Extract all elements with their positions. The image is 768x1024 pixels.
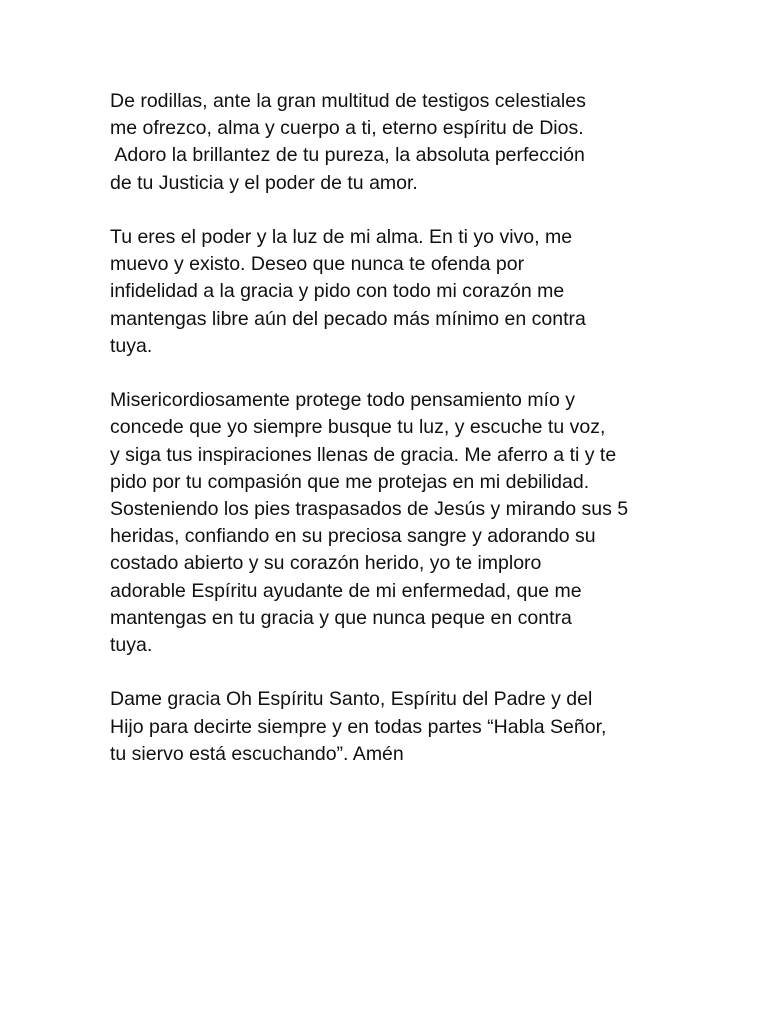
text-line: me ofrezco, alma y cuerpo a ti, eterno espíritu de Dios. xyxy=(110,117,584,140)
text-line: Sosteniendo los pies traspasados de Jesús y mirando sus 5 xyxy=(110,498,629,521)
text-line: de tu Justicia y el poder de tu amor. xyxy=(110,171,418,194)
text-line: Dame gracia Oh Espíritu Santo, Espíritu del Padre y del xyxy=(110,688,593,711)
paragraph-4 xyxy=(110,686,670,768)
text-line: muevo y existo. Deseo que nunca te ofenda por xyxy=(110,253,525,276)
paragraph-1 xyxy=(110,88,670,197)
text-line: y siga tus inspiraciones llenas de gracia. Me aferro a ti y te xyxy=(110,443,617,466)
paragraph-2 xyxy=(110,224,670,360)
text-line: De rodillas, ante la gran multitud de testigos celestiales xyxy=(110,90,586,112)
text-line: mantengas libre aún del pecado más mínimo en contra xyxy=(110,307,586,330)
text-line: tuya. xyxy=(110,334,153,357)
text-line: Adoro la brillantez de tu pureza, la absoluta perfección xyxy=(110,144,585,167)
text-line: pido por tu compasión que me protejas en mi debilidad. xyxy=(110,470,590,493)
text-line: mantengas en tu gracia y que nunca peque en contra xyxy=(110,606,572,629)
text-line: Misericordiosamente protege todo pensamiento mío y xyxy=(110,389,575,412)
prayer-text xyxy=(110,88,670,795)
text-line: concede que yo siempre busque tu luz, y escuche tu voz, xyxy=(110,416,606,439)
paragraph-3 xyxy=(110,387,670,659)
text-line: costado abierto y su corazón herido, yo te imploro xyxy=(110,552,542,575)
text-line: infidelidad a la gracia y pido con todo mi corazón me xyxy=(110,280,565,303)
text-line: Hijo para decirte siempre y en todas partes “Habla Señor, xyxy=(110,715,607,738)
text-line: adorable Espíritu ayudante de mi enfermedad, que me xyxy=(110,579,582,602)
text-line: tuya. xyxy=(110,634,153,657)
text-line: tu siervo está escuchando”. Amén xyxy=(110,742,404,765)
text-line: Tu eres el poder y la luz de mi alma. En ti yo vivo, me xyxy=(110,226,573,248)
text-line: heridas, confiando en su preciosa sangre y adorando su xyxy=(110,525,596,548)
